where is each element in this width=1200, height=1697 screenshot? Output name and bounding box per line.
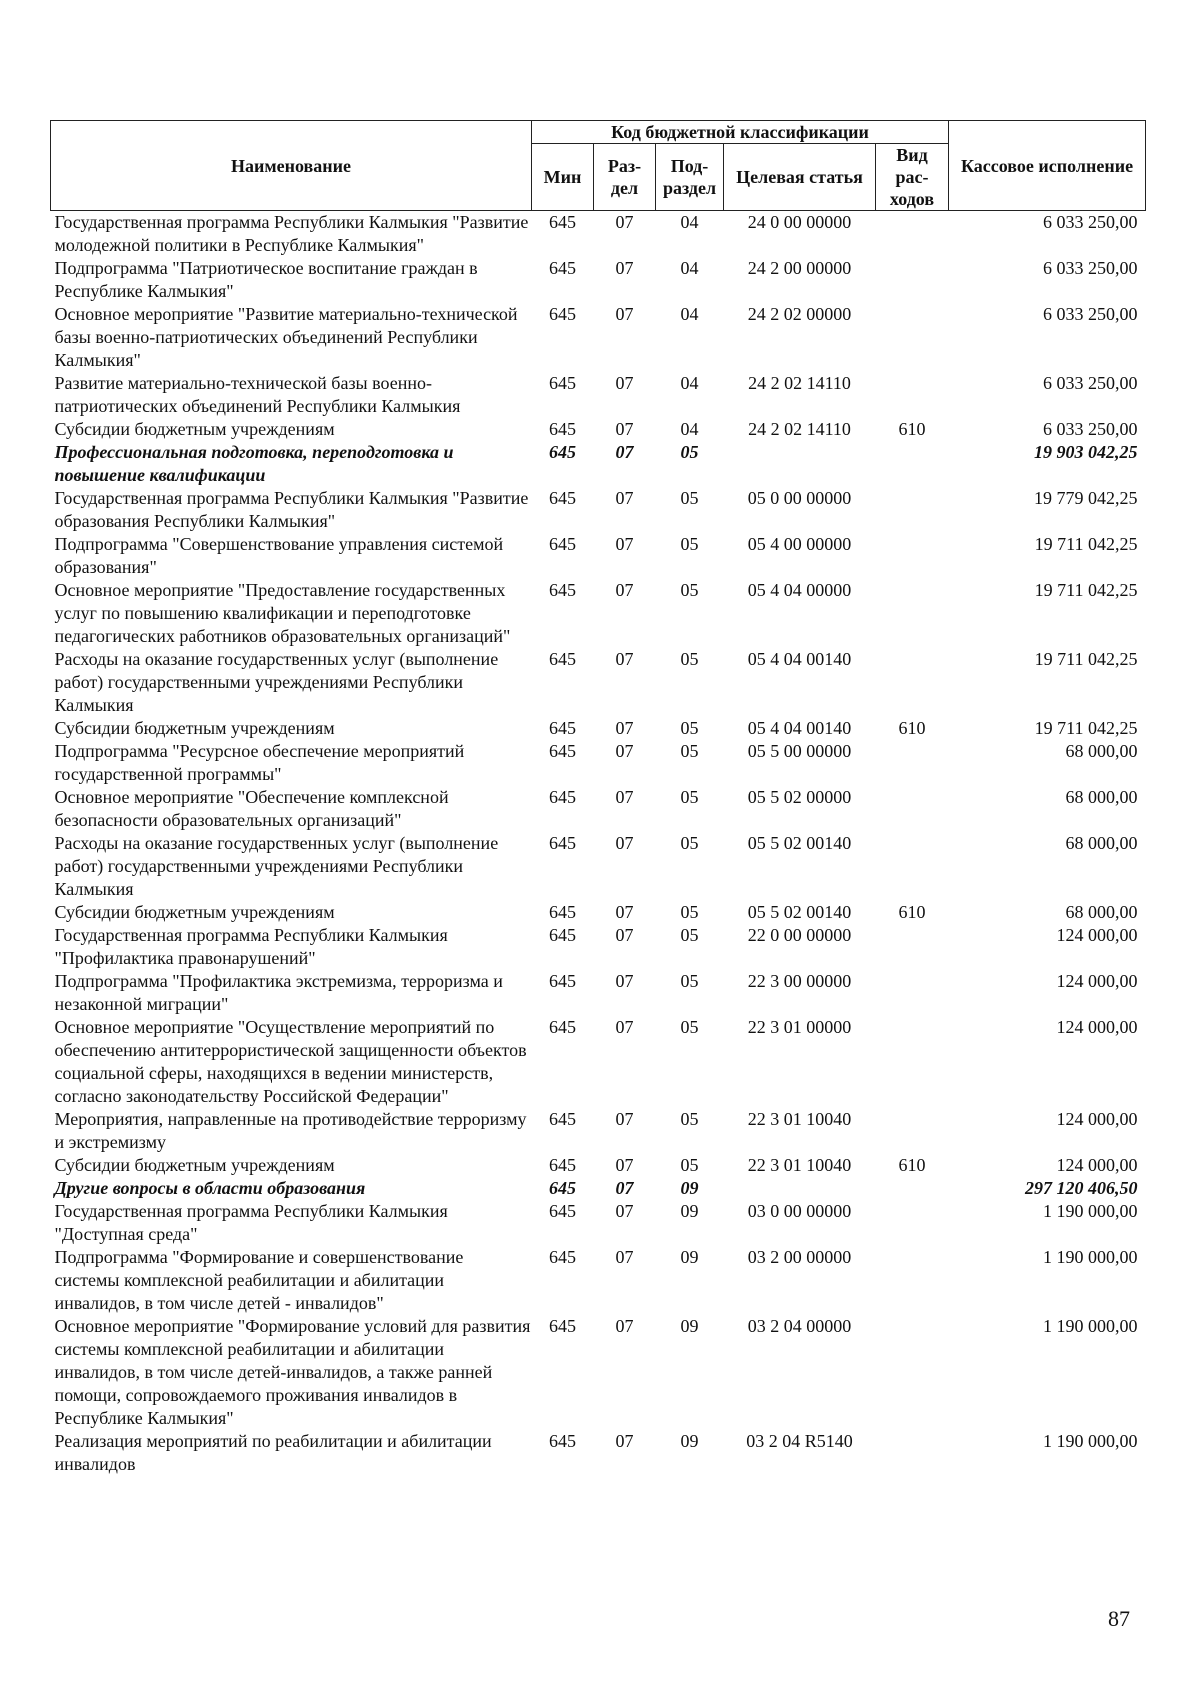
cell-podrazdel: 05: [680, 718, 699, 738]
cell-name: Субсидии бюджетным учреждениям: [54, 718, 335, 738]
cell-podrazdel: 05: [680, 1017, 699, 1037]
table-row: [51, 1246, 1146, 1315]
cell-min: 645: [549, 1316, 576, 1336]
cell-podrazdel: 09: [680, 1431, 699, 1451]
cell-min: 645: [549, 971, 576, 991]
budget-table: [50, 120, 1146, 1476]
table-row: [51, 418, 1146, 441]
cell-razdel: 07: [615, 1431, 634, 1451]
cell-target-article: [724, 1177, 876, 1200]
cell-podrazdel: 05: [680, 649, 699, 669]
section-row: [51, 441, 1146, 487]
cell-razdel: 07: [615, 971, 634, 991]
cell-min: 645: [549, 718, 576, 738]
cell-expense-type: [876, 1315, 949, 1430]
cell-min: 645: [549, 442, 576, 462]
cell-target-article: 22 3 01 00000: [747, 1017, 852, 1037]
cell-amount: 124 000,00: [1056, 1109, 1138, 1129]
cell-podrazdel: 04: [680, 304, 699, 324]
cell-name: Расходы на оказание государственных услуг (выполнение работ) государственными учреждениями Республики Калмыкия: [54, 649, 499, 715]
cell-name: Реализация мероприятий по реабилитации и абилитации инвалидов: [54, 1431, 492, 1474]
cell-podrazdel: 04: [680, 212, 699, 232]
cell-target-article: [724, 441, 876, 487]
table-row: [51, 1200, 1146, 1246]
table-row: [51, 1315, 1146, 1430]
page-number: 87: [1108, 1606, 1130, 1631]
cell-name: Государственная программа Республики Калмыкия "Развитие молодежной политики в Республике Калмыкия": [54, 212, 529, 255]
cell-min: 645: [549, 787, 576, 807]
cell-min: 645: [549, 833, 576, 853]
cell-name: Подпрограмма "Профилактика экстремизма, терроризма и незаконной миграции": [54, 971, 503, 1014]
cell-name: Субсидии бюджетным учреждениям: [54, 1155, 335, 1175]
cell-target-article: 22 3 00 00000: [747, 971, 852, 991]
cell-min: 645: [549, 741, 576, 761]
col-header-razdel: Раз- дел: [594, 144, 656, 211]
cell-expense-type: [876, 832, 949, 901]
cell-name: Подпрограмма "Ресурсное обеспечение мероприятий государственной программы": [54, 741, 465, 784]
cell-name: Основное мероприятие "Формирование условий для развития системы комплексной реабилитации и абилитации инвалидов, в том числе детей-инвалидов, а также ранней помощи, сопровождаемого проживания инвалидов в Республике Калмыкия": [54, 1316, 531, 1428]
cell-razdel: 07: [615, 1201, 634, 1221]
cell-podrazdel: 05: [680, 442, 699, 462]
cell-name: Развитие материально-технической базы военно-патриотических объединений Республики Калмыкия: [54, 373, 461, 416]
cell-razdel: 07: [615, 1247, 634, 1267]
cell-target-article: 05 4 00 00000: [747, 534, 852, 554]
cell-amount: 124 000,00: [1056, 925, 1138, 945]
cell-target-article: 22 0 00 00000: [747, 925, 852, 945]
cell-expense-type: [876, 648, 949, 717]
cell-target-article: 05 4 04 00000: [747, 580, 852, 600]
cell-name: Государственная программа Республики Калмыкия "Профилактика правонарушений": [54, 925, 448, 968]
cell-amount: 19 711 042,25: [1034, 580, 1138, 600]
cell-amount: 1 190 000,00: [1043, 1431, 1138, 1451]
cell-target-article: 03 0 00 00000: [747, 1201, 852, 1221]
cell-min: 645: [549, 1431, 576, 1451]
cell-target-article: 24 2 02 14110: [748, 373, 851, 393]
cell-podrazdel: 05: [680, 925, 699, 945]
col-header-amount: Кассовое исполнение: [949, 121, 1146, 211]
cell-target-article: 05 5 00 00000: [747, 741, 852, 761]
table-row: [51, 717, 1146, 740]
cell-razdel: 07: [615, 787, 634, 807]
cell-amount: 19 711 042,25: [1034, 534, 1138, 554]
cell-razdel: 07: [615, 419, 634, 439]
cell-target-article: 05 5 02 00140: [747, 833, 852, 853]
cell-amount: 6 033 250,00: [1043, 373, 1138, 393]
cell-target-article: 24 2 02 14110: [748, 419, 851, 439]
cell-amount: 6 033 250,00: [1043, 419, 1138, 439]
cell-expense-type: [876, 740, 949, 786]
cell-podrazdel: 04: [680, 258, 699, 278]
cell-min: 645: [549, 1017, 576, 1037]
cell-razdel: 07: [615, 649, 634, 669]
cell-razdel: 07: [615, 488, 634, 508]
cell-name: Профессиональная подготовка, переподготовка и повышение квалификации: [54, 442, 454, 485]
cell-amount: 6 033 250,00: [1043, 258, 1138, 278]
cell-name: Основное мероприятие "Развитие материально-технической базы военно-патриотических объединений Республики Калмыкия": [54, 304, 518, 370]
cell-razdel: 07: [615, 902, 634, 922]
cell-min: 645: [549, 373, 576, 393]
cell-name: Расходы на оказание государственных услуг (выполнение работ) государственными учреждениями Республики Калмыкия: [54, 833, 499, 899]
cell-razdel: 07: [615, 304, 634, 324]
cell-name: Государственная программа Республики Калмыкия "Развитие образования Республики Калмыкия": [54, 488, 529, 531]
cell-expense-type: [876, 786, 949, 832]
col-header-min: Мин: [532, 144, 594, 211]
cell-target-article: 03 2 04 R5140: [746, 1431, 853, 1451]
cell-amount: 124 000,00: [1056, 971, 1138, 991]
section-row: [51, 1177, 1146, 1200]
cell-razdel: 07: [615, 373, 634, 393]
col-header-podrazdel: Под- раздел: [656, 144, 724, 211]
cell-target-article: 05 5 02 00000: [747, 787, 852, 807]
table-row: [51, 901, 1146, 924]
cell-expense-type: 610: [898, 718, 926, 738]
col-header-target-article: Целевая статья: [724, 144, 876, 211]
cell-podrazdel: 04: [680, 419, 699, 439]
cell-razdel: 07: [615, 442, 634, 462]
cell-amount: 19 711 042,25: [1034, 718, 1138, 738]
cell-amount: 1 190 000,00: [1043, 1201, 1138, 1221]
table-row: [51, 924, 1146, 970]
cell-podrazdel: 05: [680, 580, 699, 600]
cell-name: Мероприятия, направленные на противодействие терроризму и экстремизму: [54, 1109, 527, 1152]
cell-razdel: 07: [615, 258, 634, 278]
cell-min: 645: [549, 1201, 576, 1221]
cell-podrazdel: 05: [680, 1109, 699, 1129]
cell-expense-type: 610: [898, 419, 926, 439]
cell-razdel: 07: [615, 718, 634, 738]
cell-expense-type: [876, 924, 949, 970]
cell-amount: 19 779 042,25: [1034, 488, 1138, 508]
cell-amount: 124 000,00: [1056, 1017, 1138, 1037]
table-row: [51, 970, 1146, 1016]
cell-expense-type: [876, 1246, 949, 1315]
cell-min: 645: [549, 902, 576, 922]
cell-amount: 6 033 250,00: [1043, 212, 1138, 232]
cell-razdel: 07: [615, 580, 634, 600]
table-row: [51, 1154, 1146, 1177]
cell-amount: 68 000,00: [1065, 902, 1138, 922]
table-row: [51, 303, 1146, 372]
cell-expense-type: 610: [898, 1155, 926, 1175]
cell-min: 645: [549, 488, 576, 508]
col-header-name: Наименование: [51, 121, 532, 211]
cell-podrazdel: 04: [680, 373, 699, 393]
cell-name: Основное мероприятие "Предоставление государственных услуг по повышению квалификации и переподготовке педагогических работников образовательных организаций": [54, 580, 511, 646]
cell-razdel: 07: [615, 1316, 634, 1336]
table-row: [51, 832, 1146, 901]
cell-amount: 68 000,00: [1065, 787, 1138, 807]
cell-expense-type: [876, 1177, 949, 1200]
cell-expense-type: 610: [898, 902, 926, 922]
cell-expense-type: [876, 441, 949, 487]
cell-name: Основное мероприятие "Обеспечение комплексной безопасности образовательных организаций": [54, 787, 449, 830]
cell-amount: 1 190 000,00: [1043, 1247, 1138, 1267]
cell-min: 645: [549, 1109, 576, 1129]
cell-expense-type: [876, 1108, 949, 1154]
cell-target-article: 03 2 04 00000: [747, 1316, 852, 1336]
cell-amount: 6 033 250,00: [1043, 304, 1138, 324]
cell-name: Другие вопросы в области образования: [54, 1178, 366, 1198]
cell-min: 645: [549, 1247, 576, 1267]
cell-razdel: 07: [615, 1178, 634, 1198]
table-row: [51, 579, 1146, 648]
cell-expense-type: [876, 1430, 949, 1476]
cell-expense-type: [876, 211, 949, 258]
cell-podrazdel: 09: [680, 1247, 699, 1267]
cell-name: Основное мероприятие "Осуществление мероприятий по обеспечению антитеррористической защищенности объектов социальной сферы, находящихся в ведении министерств, согласно законодательству Российской Федерации": [54, 1017, 527, 1106]
cell-expense-type: [876, 533, 949, 579]
table-row: [51, 648, 1146, 717]
table-header: [51, 121, 1146, 211]
table-row: [51, 1108, 1146, 1154]
cell-amount: 124 000,00: [1056, 1155, 1138, 1175]
cell-expense-type: [876, 257, 949, 303]
table-row: [51, 487, 1146, 533]
table-row: [51, 740, 1146, 786]
cell-expense-type: [876, 487, 949, 533]
cell-podrazdel: 05: [680, 534, 699, 554]
cell-target-article: 05 5 02 00140: [747, 902, 852, 922]
cell-podrazdel: 05: [680, 488, 699, 508]
cell-name: Субсидии бюджетным учреждениям: [54, 419, 335, 439]
cell-min: 645: [549, 649, 576, 669]
cell-min: 645: [549, 419, 576, 439]
cell-min: 645: [549, 258, 576, 278]
cell-name: Подпрограмма "Совершенствование управления системой образования": [54, 534, 504, 577]
cell-min: 645: [549, 925, 576, 945]
table-row: [51, 1016, 1146, 1108]
cell-amount: 68 000,00: [1065, 741, 1138, 761]
cell-podrazdel: 09: [680, 1201, 699, 1221]
cell-expense-type: [876, 1016, 949, 1108]
cell-min: 645: [549, 534, 576, 554]
table-row: [51, 533, 1146, 579]
cell-target-article: 05 4 04 00140: [747, 718, 852, 738]
table-row: [51, 372, 1146, 418]
cell-amount: 19 903 042,25: [1034, 442, 1138, 462]
cell-podrazdel: 09: [680, 1316, 699, 1336]
cell-name: Подпрограмма "Патриотическое воспитание граждан в Республике Калмыкия": [54, 258, 478, 301]
cell-podrazdel: 05: [680, 833, 699, 853]
cell-amount: 68 000,00: [1065, 833, 1138, 853]
cell-podrazdel: 05: [680, 741, 699, 761]
table-row: [51, 1430, 1146, 1476]
cell-target-article: 05 0 00 00000: [747, 488, 852, 508]
cell-razdel: 07: [615, 212, 634, 232]
cell-razdel: 07: [615, 833, 634, 853]
cell-expense-type: [876, 372, 949, 418]
cell-podrazdel: 05: [680, 902, 699, 922]
cell-target-article: 24 2 00 00000: [747, 258, 852, 278]
col-header-group-bk: Код бюджетной классификации: [532, 121, 949, 144]
cell-amount: 1 190 000,00: [1043, 1316, 1138, 1336]
table-row: [51, 211, 1146, 258]
cell-podrazdel: 09: [680, 1178, 699, 1198]
cell-expense-type: [876, 1200, 949, 1246]
cell-min: 645: [549, 580, 576, 600]
cell-name: Государственная программа Республики Калмыкия "Доступная среда": [54, 1201, 448, 1244]
cell-min: 645: [549, 1178, 576, 1198]
cell-razdel: 07: [615, 534, 634, 554]
cell-target-article: 24 2 02 00000: [747, 304, 852, 324]
cell-name: Субсидии бюджетным учреждениям: [54, 902, 335, 922]
cell-podrazdel: 05: [680, 1155, 699, 1175]
cell-min: 645: [549, 212, 576, 232]
cell-razdel: 07: [615, 925, 634, 945]
cell-name: Подпрограмма "Формирование и совершенствование системы комплексной реабилитации и абилитации инвалидов, в том числе детей - инвалидов": [54, 1247, 464, 1313]
cell-amount: 19 711 042,25: [1034, 649, 1138, 669]
cell-expense-type: [876, 303, 949, 372]
cell-target-article: 05 4 04 00140: [747, 649, 852, 669]
cell-target-article: 24 0 00 00000: [747, 212, 852, 232]
cell-razdel: 07: [615, 1017, 634, 1037]
cell-target-article: 22 3 01 10040: [747, 1155, 852, 1175]
col-header-expense-type: Вид рас- ходов: [876, 144, 949, 211]
table-row: [51, 257, 1146, 303]
cell-amount: 297 120 406,50: [1025, 1178, 1138, 1198]
cell-razdel: 07: [615, 741, 634, 761]
cell-target-article: 03 2 00 00000: [747, 1247, 852, 1267]
cell-min: 645: [549, 304, 576, 324]
cell-podrazdel: 05: [680, 787, 699, 807]
cell-podrazdel: 05: [680, 971, 699, 991]
cell-min: 645: [549, 1155, 576, 1175]
table-row: [51, 786, 1146, 832]
cell-razdel: 07: [615, 1109, 634, 1129]
cell-target-article: 22 3 01 10040: [747, 1109, 852, 1129]
cell-expense-type: [876, 970, 949, 1016]
cell-expense-type: [876, 579, 949, 648]
table-body: [51, 211, 1146, 1477]
cell-razdel: 07: [615, 1155, 634, 1175]
